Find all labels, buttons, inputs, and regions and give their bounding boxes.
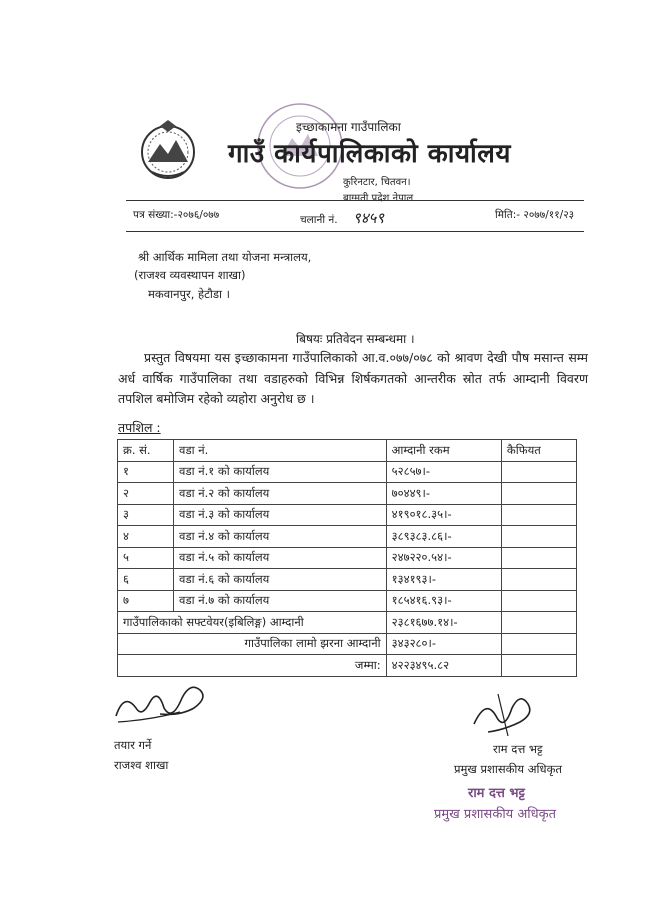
cell-amount: १८५४१६.९३।- <box>386 590 501 612</box>
cell-ward: वडा नं.२ को कार्यालय <box>174 483 387 505</box>
cell-sn: २ <box>118 483 174 505</box>
office-address: कुरिनटार, चितवन। <box>343 177 411 188</box>
waterfall-income-row <box>118 633 577 655</box>
letter-number: पत्र संख्या:-२०७६/०७७ <box>133 209 220 221</box>
table-row <box>118 590 577 612</box>
cell-remarks <box>501 590 576 612</box>
cell-amount: ७०४४९।- <box>386 483 501 505</box>
details-label: तपशिल : <box>118 420 161 435</box>
preparer-role: तयार गर्ने <box>114 738 152 752</box>
cell-remarks <box>501 612 576 634</box>
cell-ward: वडा नं.६ को कार्यालय <box>174 569 387 591</box>
cell-ward: वडा नं.५ को कार्यालय <box>174 547 387 569</box>
letter-subject: बिषयः प्रतिवेदन सम्बन्धमा । <box>296 332 415 346</box>
cell-remarks <box>501 504 576 526</box>
table-row <box>118 526 577 548</box>
stamp-officer-name: राम दत्त भट्ट <box>468 786 525 801</box>
cell-remarks <box>501 655 576 677</box>
preparer-signature-icon <box>110 672 215 730</box>
cell-sn: ७ <box>118 590 174 612</box>
header-divider-bottom <box>126 231 584 232</box>
dispatch-number <box>300 208 384 228</box>
preparer-section: राजश्व शाखा <box>114 758 169 772</box>
stamp-officer-title: प्रमुख प्रशासकीय अधिकृत <box>434 807 557 822</box>
table-row <box>118 461 577 483</box>
letter-body: प्रस्तुत विषयमा यस इच्छाकामना गाउँपालिकाको आ.व.०७७/०७८ को श्रावण देखी पौष मसान्त सम्म अर्ध वार्षिक गाउँपालिका तथा वडाहरुको विभिन्न शिर्षकगतको आन्तरीक स्रोत तर्फ आम्दानी विवरण तपशिल बमोजिम रहेको व्यहोरा अनुरोध छ । <box>118 350 588 406</box>
cell-sn: ६ <box>118 569 174 591</box>
cell-remarks <box>501 569 576 591</box>
software-income-amount: २३८१६७७.१४।- <box>386 612 501 634</box>
addressee-line-2: (राजश्व व्यवस्थापन शाखा) <box>134 268 246 282</box>
cell-ward: वडा नं.१ को कार्यालय <box>174 461 387 483</box>
table-row <box>118 547 577 569</box>
table-row <box>118 483 577 505</box>
addressee-line-3: मकवानपुर, हेटौडा । <box>148 287 231 301</box>
officer-signature-icon <box>468 688 538 740</box>
cell-remarks <box>501 547 576 569</box>
table-row <box>118 569 577 591</box>
cell-amount: २४७२२०.५४।- <box>386 547 501 569</box>
office-title: गाउँ कार्यपालिकाको कार्यालय <box>228 139 511 169</box>
letter-date: मिति:- २०७७/११/२३ <box>495 209 575 221</box>
waterfall-income-amount: ३४३२८०।- <box>386 633 501 655</box>
officer-title: प्रमुख प्रशासकीय अधिकृत <box>454 762 562 776</box>
addressee-line-1: श्री आर्थिक मामिला तथा योजना मन्त्रालय, <box>138 250 312 264</box>
cell-ward: वडा नं.७ को कार्यालय <box>174 590 387 612</box>
cell-amount: ५२८५७।- <box>386 461 501 483</box>
dispatch-value: ९४५९ <box>352 209 385 227</box>
cell-ward: वडा नं.३ को कार्यालय <box>174 504 387 526</box>
table-row <box>118 504 577 526</box>
cell-remarks <box>501 526 576 548</box>
cell-sn: १ <box>118 461 174 483</box>
total-label: जम्मा: <box>118 655 387 677</box>
income-table <box>117 439 577 677</box>
cell-remarks <box>501 461 576 483</box>
cell-remarks <box>501 633 576 655</box>
org-name-small: इच्छाकामना गाउँपालिका <box>296 120 401 134</box>
software-income-label: गाउँपालिकाको सफ्टवेयर(इबिलिङ्ग) आम्दानी <box>118 612 387 634</box>
cell-amount: ४१९०१८.३५।- <box>386 504 501 526</box>
col-header-ward: वडा नं. <box>174 440 387 462</box>
col-header-sn: क्र. सं. <box>118 440 174 462</box>
header-divider-top <box>126 200 584 201</box>
col-header-amount: आम्दानी रकम <box>386 440 501 462</box>
cell-sn: ५ <box>118 547 174 569</box>
nepal-emblem-icon <box>138 118 198 182</box>
cell-remarks <box>501 483 576 505</box>
cell-amount: ३८९३८३.८६।- <box>386 526 501 548</box>
col-header-remarks: कैफियत <box>501 440 576 462</box>
cell-amount: १३४१९३।- <box>386 569 501 591</box>
waterfall-income-label: गाउँपालिका लामो झरना आम्दानी <box>118 633 387 655</box>
cell-sn: ४ <box>118 526 174 548</box>
officer-name: राम दत्त भट्ट <box>493 742 543 756</box>
software-income-row <box>118 612 577 634</box>
cell-sn: ३ <box>118 504 174 526</box>
cell-ward: वडा नं.४ को कार्यालय <box>174 526 387 548</box>
table-header-row <box>118 440 577 462</box>
total-amount: ४२२३४९५.८२ <box>386 655 501 677</box>
office-province: बाग्मती प्रदेश नेपाल <box>343 193 414 204</box>
dispatch-label: चलानी नं. <box>300 214 338 226</box>
